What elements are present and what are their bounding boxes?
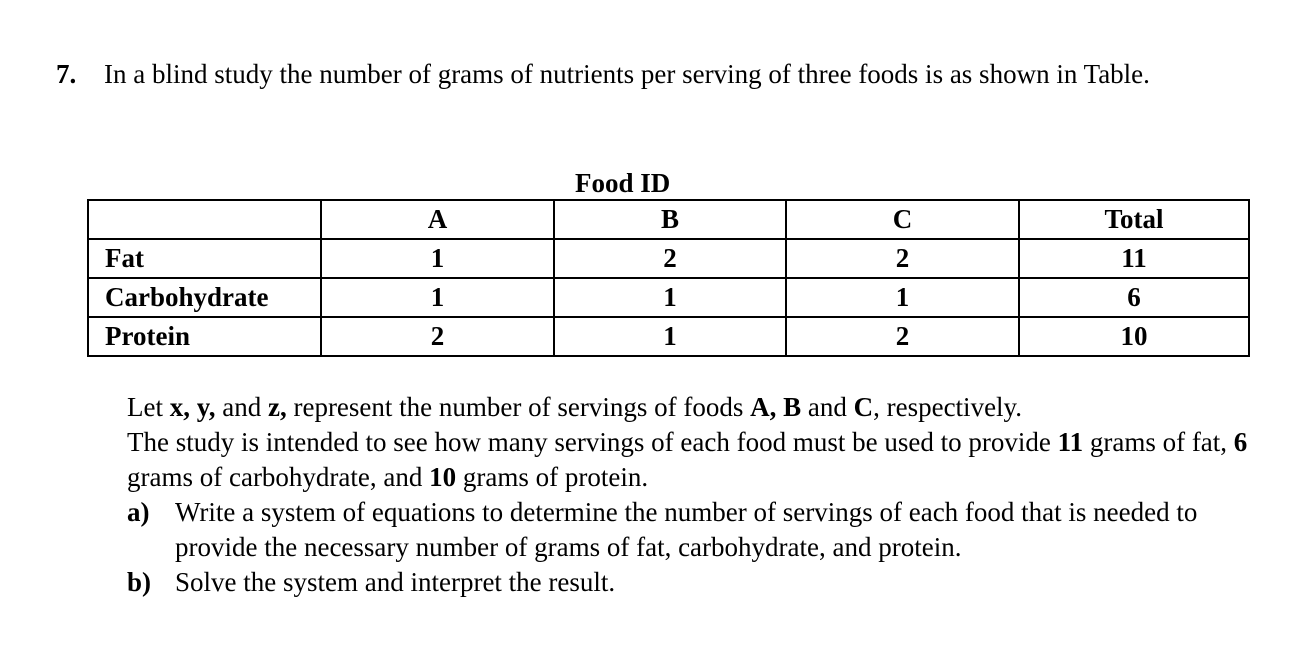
row-label-fat: Fat bbox=[88, 239, 321, 278]
table-cell: 1 bbox=[321, 278, 554, 317]
table-cell: 1 bbox=[786, 278, 1019, 317]
text-run: and bbox=[215, 392, 268, 422]
text-run: , respectively. bbox=[873, 392, 1023, 422]
text-run: grams of carbohydrate, and bbox=[127, 462, 430, 492]
table-cell: 1 bbox=[554, 278, 786, 317]
bold-run: x, y, bbox=[169, 392, 216, 422]
part-a bbox=[127, 495, 1277, 565]
part-a-text: Write a system of equations to determine the number of servings of each food that is needed to provide the necessary number of grams of fat, carbohydrate, and protein. bbox=[175, 497, 1198, 562]
bold-run: A, B bbox=[750, 392, 802, 422]
table-header-row bbox=[88, 200, 1249, 239]
bold-run: 11 bbox=[1057, 427, 1084, 457]
table-cell: 2 bbox=[321, 317, 554, 356]
part-b-label: b) bbox=[127, 567, 152, 597]
table-cell: 2 bbox=[786, 239, 1019, 278]
table-cell: 11 bbox=[1019, 239, 1249, 278]
food-id-heading: Food ID bbox=[575, 168, 671, 198]
text-run: grams of fat, bbox=[1083, 427, 1234, 457]
table-row bbox=[88, 239, 1249, 278]
table-cell: 2 bbox=[786, 317, 1019, 356]
table-corner-cell bbox=[88, 200, 321, 239]
column-header-a: A bbox=[321, 200, 554, 239]
table-cell: 10 bbox=[1019, 317, 1249, 356]
column-header-c: C bbox=[786, 200, 1019, 239]
table-row bbox=[88, 278, 1249, 317]
bold-run: C bbox=[853, 392, 874, 422]
column-header-b: B bbox=[554, 200, 786, 239]
bold-run: z, bbox=[267, 392, 287, 422]
question-text: In a blind study the number of grams of nutrients per serving of three foods is as shown in Table. bbox=[104, 59, 1150, 89]
study-paragraph bbox=[127, 425, 1277, 495]
bold-run: 10 bbox=[429, 462, 457, 492]
nutrients-table bbox=[87, 199, 1250, 357]
problem-body bbox=[127, 390, 1277, 600]
text-run: The study is intended to see how many servings of each food must be used to provide bbox=[127, 427, 1058, 457]
table-row bbox=[88, 317, 1249, 356]
part-a-label: a) bbox=[127, 497, 150, 527]
table-cell: 1 bbox=[554, 317, 786, 356]
row-label-carbohydrate: Carbohydrate bbox=[88, 278, 321, 317]
variables-paragraph bbox=[127, 390, 1277, 425]
table-cell: 1 bbox=[321, 239, 554, 278]
text-run: and bbox=[801, 392, 854, 422]
text-run: represent the number of servings of foods bbox=[286, 392, 751, 422]
row-label-protein: Protein bbox=[88, 317, 321, 356]
bold-run: 6 bbox=[1233, 427, 1248, 457]
part-b bbox=[127, 565, 1277, 600]
question-number: 7. bbox=[56, 59, 77, 89]
column-header-total: Total bbox=[1019, 200, 1249, 239]
text-run: Let bbox=[127, 392, 170, 422]
table-cell: 2 bbox=[554, 239, 786, 278]
text-run: grams of protein. bbox=[456, 462, 649, 492]
part-b-text: Solve the system and interpret the result. bbox=[175, 567, 616, 597]
table-cell: 6 bbox=[1019, 278, 1249, 317]
